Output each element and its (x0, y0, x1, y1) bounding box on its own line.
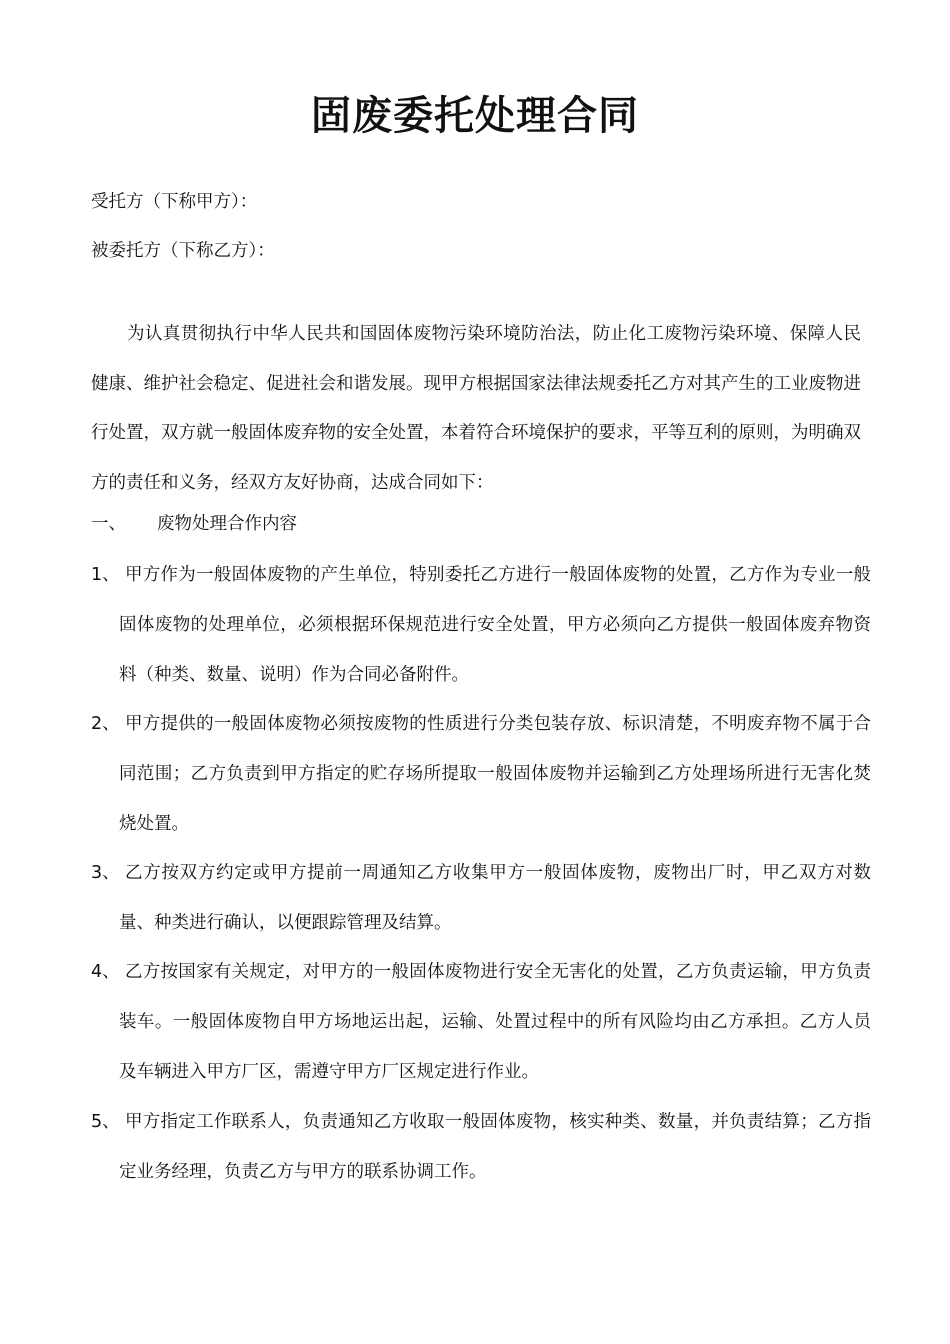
party-a-label: 受托方（下称甲方）： (91, 192, 258, 212)
clause-text: 甲方提供的一般固体废物必须按废物的性质进行分类包装存放、标识清楚，不明废弃物不属于合同范围；乙方负责到甲方指定的贮存场所提取一般固体废物并运输到乙方处理场所进行无害化焚烧处置。 (119, 714, 871, 834)
clause-text: 乙方按国家有关规定，对甲方的一般固体废物进行安全无害化的处置，乙方负责运输，甲方负责装车。一般固体废物自甲方场地运出起，运输、处置过程中的所有风险均由乙方承担。乙方人员及车辆进入甲方厂区，需遵守甲方厂区规定进行作业。 (119, 962, 871, 1082)
clause-item (91, 1097, 871, 1197)
clause-text: 甲方指定工作联系人，负责通知乙方收取一般固体废物，核实种类、数量，并负责结算；乙方指定业务经理，负责乙方与甲方的联系协调工作。 (119, 1112, 871, 1182)
clause-number: 3、 (91, 863, 120, 883)
section-title: 废物处理合作内容 (157, 514, 297, 534)
clause-number: 2、 (91, 714, 120, 734)
clause-item (91, 848, 871, 948)
section-number: 一、 (91, 514, 126, 534)
party-b-label: 被委托方（下称乙方）： (91, 241, 275, 261)
clause-item (91, 699, 871, 849)
document-title: 固废委托处理合同 (311, 93, 639, 139)
clause-number: 4、 (91, 962, 120, 982)
preamble-paragraph: 为认真贯彻执行中华人民共和国固体废物污染环境防治法，防止化工废物污染环境、保障人民健康、维护社会稳定、促进社会和谐发展。现甲方根据国家法律法规委托乙方对其产生的工业废物进行处置，双方就一般固体废弃物的安全处置，本着符合环境保护的要求，平等互利的原则，为明确双方的责任和义务，经双方友好协商，达成合同如下： (91, 324, 861, 494)
section-heading (91, 509, 297, 539)
clause-item (91, 947, 871, 1097)
clause-number: 1、 (91, 565, 120, 585)
clause-item (91, 550, 871, 700)
clause-number: 5、 (91, 1112, 120, 1132)
clause-text: 甲方作为一般固体废物的产生单位，特别委托乙方进行一般固体废物的处置，乙方作为专业一般固体废物的处理单位，必须根据环保规范进行安全处置，甲方必须向乙方提供一般固体废弃物资料（种类、数量、说明）作为合同必备附件。 (119, 565, 871, 685)
clause-text: 乙方按双方约定或甲方提前一周通知乙方收集甲方一般固体废物，废物出厂时，甲乙双方对数量、种类进行确认，以便跟踪管理及结算。 (119, 863, 871, 933)
